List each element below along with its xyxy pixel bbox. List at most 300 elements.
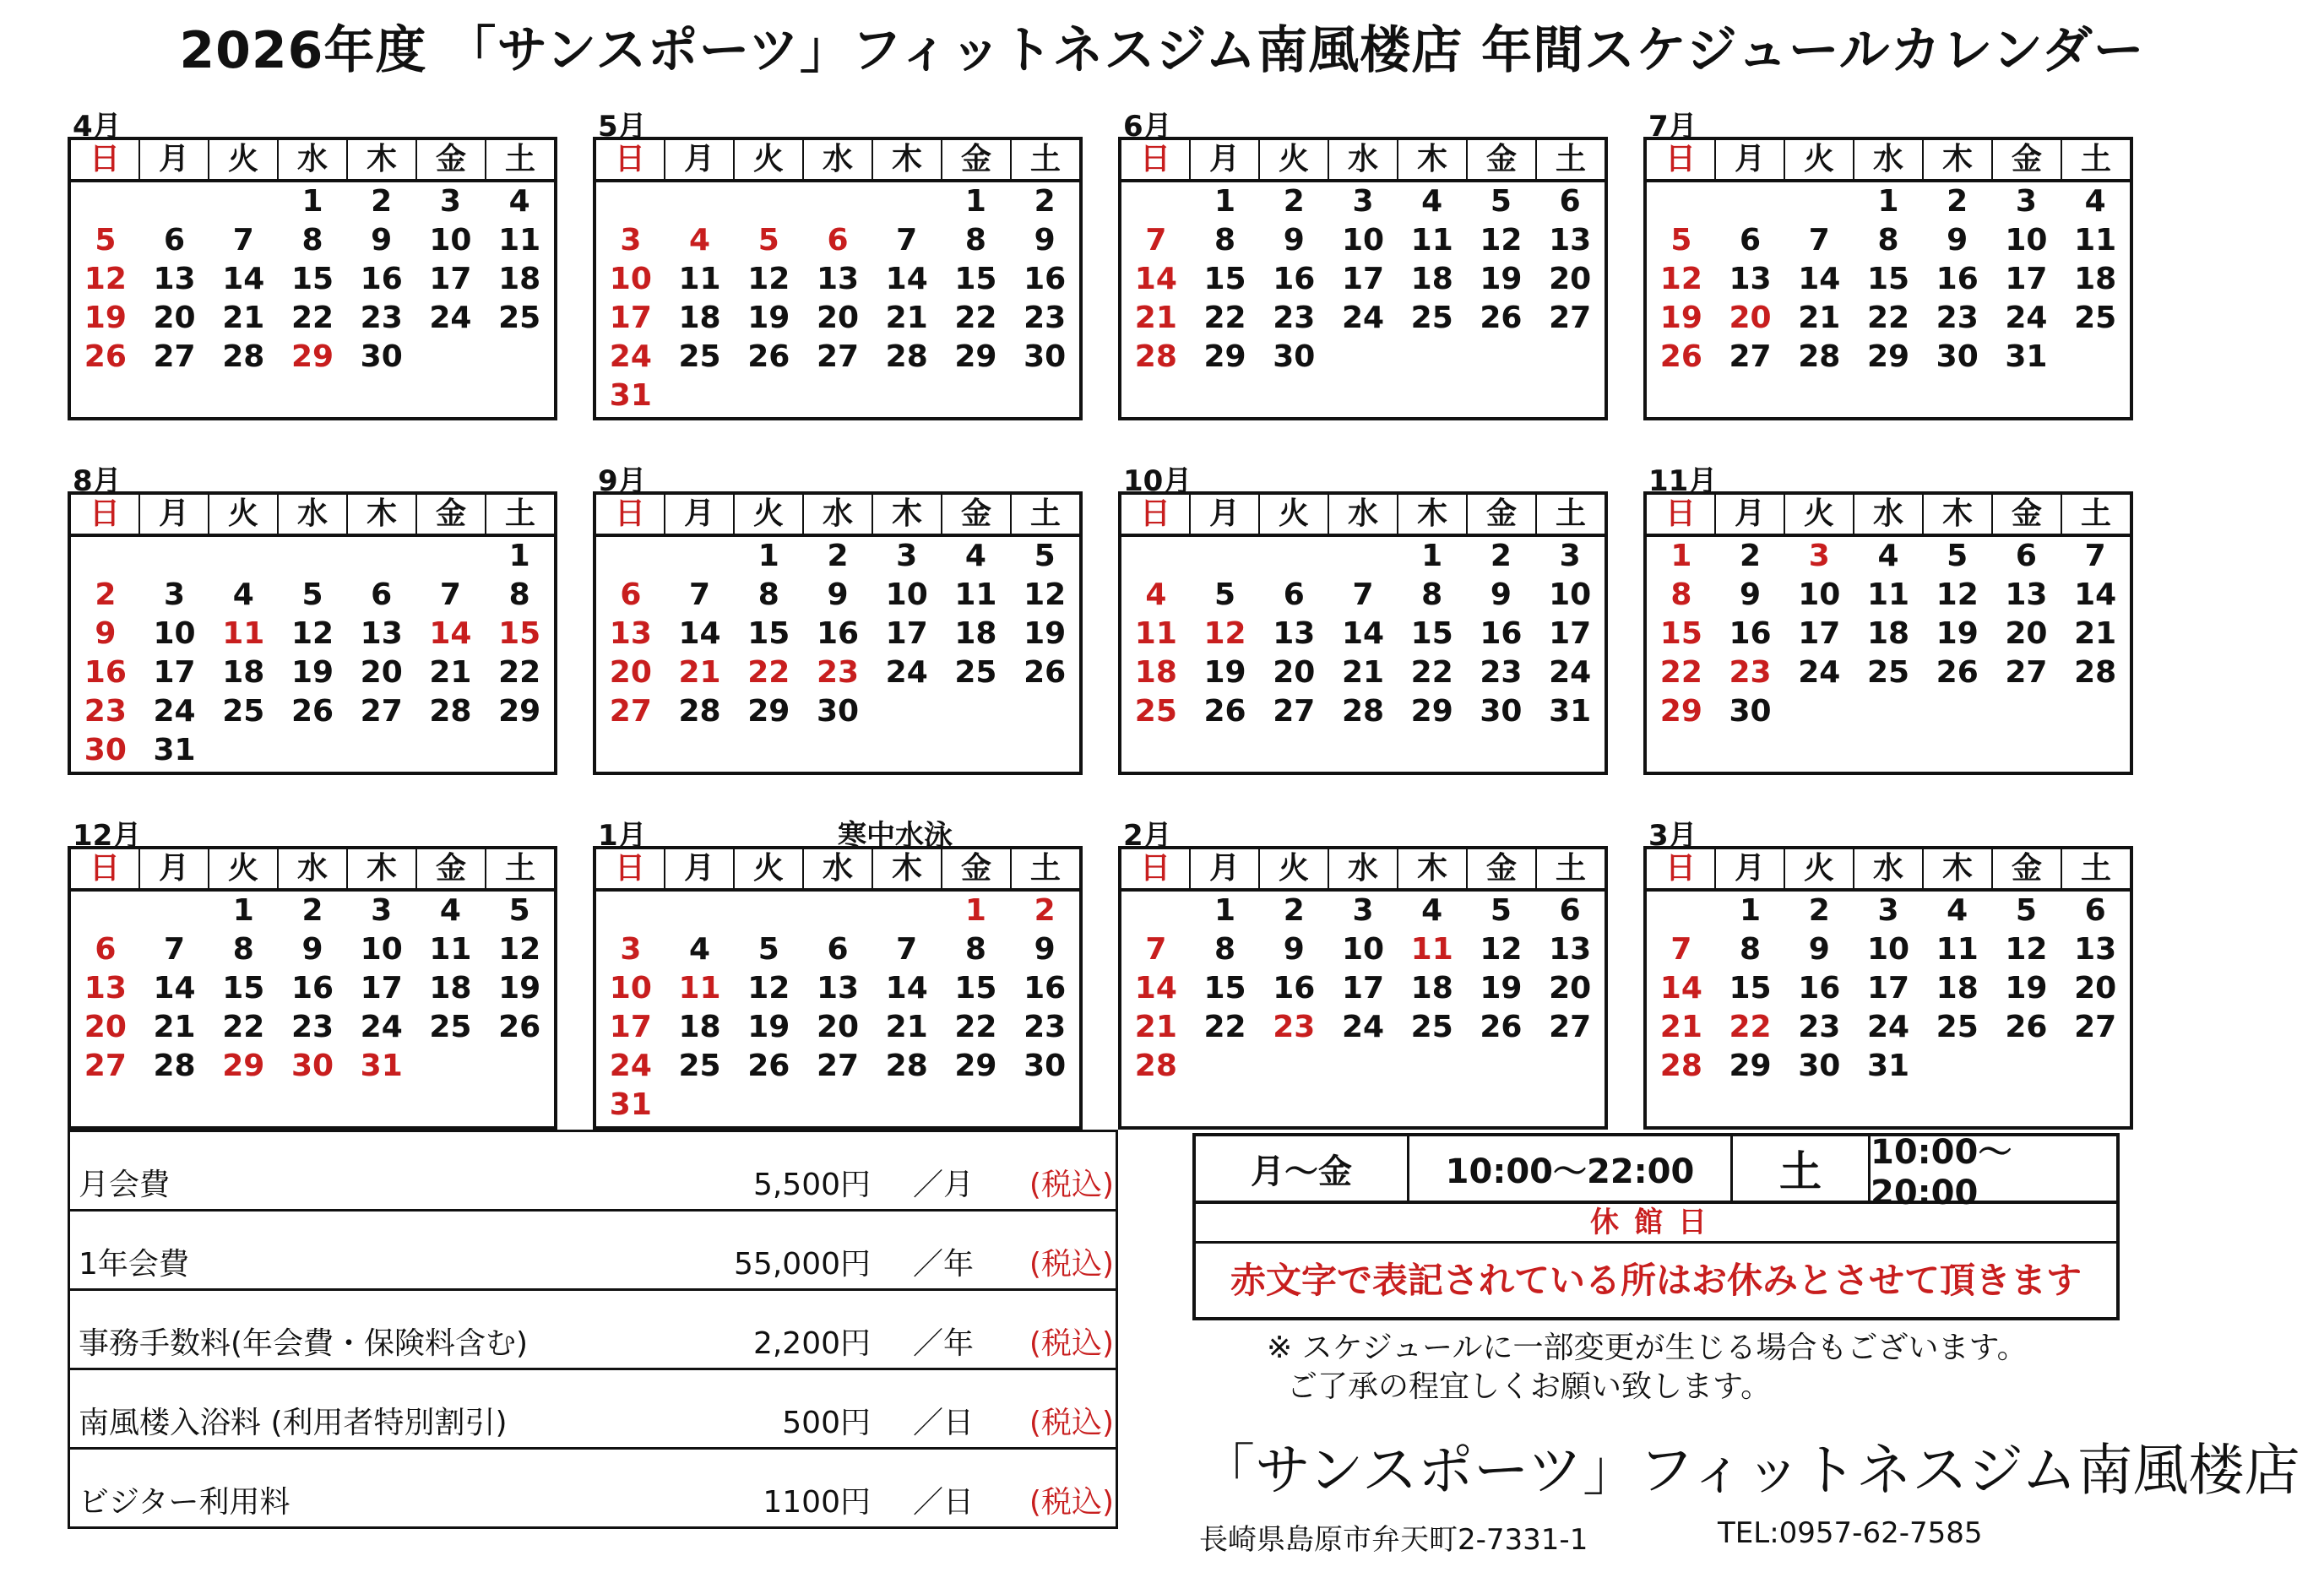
day-cell: 16	[1024, 971, 1067, 1006]
day-cell: 31	[1866, 1049, 1910, 1083]
day-cell: 17	[2005, 262, 2048, 296]
weekday-cell: 月	[1191, 140, 1260, 179]
day-cell: 15	[1203, 262, 1246, 296]
day-cell: 4	[964, 539, 986, 573]
day-cell: 9	[1283, 932, 1305, 967]
day-cell: 15	[747, 616, 790, 651]
day-cell: 27	[816, 339, 860, 374]
day-cell: 16	[1480, 616, 1523, 651]
day-cell: 11	[498, 223, 541, 257]
fee-tax: (税込)	[1029, 1247, 1114, 1282]
holiday-day-cell: 3	[620, 223, 642, 257]
day-cell: 23	[1273, 301, 1316, 335]
holiday-day-cell: 6	[827, 223, 849, 257]
day-cell: 13	[816, 971, 860, 1006]
day-cell: 17	[885, 616, 928, 651]
weekday-cell: 水	[1854, 495, 1924, 534]
month-calendar	[593, 464, 1083, 775]
shop-telephone: TEL:0957-62-7585	[1718, 1516, 1983, 1550]
day-cell: 25	[1936, 1010, 1979, 1044]
day-grid	[596, 892, 1079, 1125]
month-calendar	[593, 819, 1083, 1130]
fee-row	[70, 1291, 1116, 1370]
weekday-cell: 月	[665, 495, 735, 534]
day-cell: 27	[360, 694, 403, 729]
weekday-cell: 火	[209, 849, 279, 888]
day-cell: 18	[678, 1010, 721, 1044]
day-cell: 2	[1283, 893, 1305, 928]
day-cell: 4	[1421, 893, 1443, 928]
weekday-cell: 日	[71, 495, 140, 534]
holiday-day-cell: 24	[609, 1049, 652, 1083]
day-cell: 8	[1877, 223, 1899, 257]
month-calendar	[1118, 110, 1608, 420]
day-cell: 16	[1024, 262, 1067, 296]
empty-cell	[803, 182, 872, 221]
day-cell: 16	[1729, 616, 1772, 651]
day-cell: 5	[1490, 184, 1512, 219]
holiday-day-cell: 2	[1034, 893, 1056, 928]
day-cell: 5	[1947, 539, 1968, 573]
day-cell: 17	[1341, 971, 1385, 1006]
day-cell: 27	[1729, 339, 1772, 374]
day-cell: 4	[2084, 184, 2106, 219]
empty-cell	[209, 537, 278, 576]
day-cell: 24	[1341, 301, 1385, 335]
day-cell: 10	[1549, 577, 1592, 612]
day-cell: 11	[2074, 223, 2117, 257]
day-cell: 8	[508, 577, 530, 612]
day-cell: 17	[1341, 262, 1385, 296]
holiday-day-cell: 21	[1134, 1010, 1177, 1044]
weekday-cell: 土	[1029, 496, 1061, 531]
holiday-day-cell: 15	[498, 616, 541, 651]
day-cell: 8	[964, 223, 986, 257]
weekday-cell: 日	[1647, 849, 1716, 888]
day-cell: 20	[1549, 262, 1592, 296]
day-cell: 19	[747, 1010, 790, 1044]
empty-cell	[1784, 182, 1854, 221]
weekday-cell: 土	[1029, 142, 1061, 176]
day-cell: 30	[1729, 694, 1772, 729]
holiday-day-cell: 21	[1134, 301, 1177, 335]
weekday-cell: 水	[1329, 849, 1398, 888]
day-cell: 12	[1480, 932, 1523, 967]
day-cell: 28	[678, 694, 721, 729]
weekday-header	[1647, 140, 2130, 182]
weekday-header	[1647, 495, 2130, 537]
day-cell: 28	[222, 339, 265, 374]
day-cell: 16	[360, 262, 403, 296]
weekday-cell: 水	[279, 140, 348, 179]
day-cell: 8	[1421, 577, 1443, 612]
weekday-cell: 金	[417, 495, 486, 534]
day-cell: 16	[816, 616, 860, 651]
holiday-day-cell: 31	[609, 378, 652, 413]
day-cell: 4	[1877, 539, 1899, 573]
weekday-cell: 火	[735, 140, 804, 179]
day-cell: 19	[1024, 616, 1067, 651]
day-cell: 16	[1273, 971, 1316, 1006]
empty-cell	[1191, 537, 1260, 576]
day-cell: 21	[429, 655, 472, 690]
fee-tax: (税込)	[1029, 1406, 1114, 1440]
holiday-day-cell: 11	[222, 616, 265, 651]
weekday-cell: 水	[1329, 495, 1398, 534]
fee-unit: ／日	[913, 1485, 975, 1520]
holiday-day-cell: 18	[1134, 655, 1177, 690]
fee-table	[68, 1130, 1118, 1529]
holiday-day-cell: 15	[1659, 616, 1702, 651]
day-cell: 15	[222, 971, 265, 1006]
day-cell: 17	[1798, 616, 1841, 651]
empty-cell	[665, 182, 735, 221]
day-cell: 29	[954, 1049, 997, 1083]
day-cell: 29	[1866, 339, 1910, 374]
month-calendar	[68, 464, 557, 775]
holiday-day-cell: 28	[1134, 1049, 1177, 1083]
calendar-table	[1118, 491, 1608, 775]
day-cell: 8	[1214, 932, 1236, 967]
day-cell: 10	[429, 223, 472, 257]
day-cell: 20	[2005, 616, 2048, 651]
day-cell: 24	[1341, 1010, 1385, 1044]
weekday-cell: 金	[1993, 140, 2062, 179]
day-cell: 18	[2074, 262, 2117, 296]
weekday-cell: 金	[1993, 495, 2062, 534]
holiday-day-cell: 7	[1670, 932, 1692, 967]
weekday-cell: 木	[1924, 495, 1993, 534]
day-cell: 20	[2074, 971, 2117, 1006]
weekday-cell: 火	[1260, 140, 1329, 179]
empty-cell	[1121, 537, 1191, 576]
day-cell: 6	[2084, 893, 2106, 928]
day-cell: 18	[1410, 262, 1453, 296]
day-cell: 4	[232, 577, 254, 612]
day-cell: 26	[747, 339, 790, 374]
day-cell: 2	[827, 539, 849, 573]
day-cell: 9	[1947, 223, 1968, 257]
empty-cell	[71, 182, 140, 221]
holiday-day-cell: 28	[1659, 1049, 1702, 1083]
day-cell: 30	[1024, 339, 1067, 374]
day-cell: 12	[1936, 577, 1979, 612]
weekday-cell: 土	[2080, 142, 2111, 176]
day-cell: 4	[439, 893, 461, 928]
empty-cell	[596, 537, 665, 576]
day-cell: 15	[954, 971, 997, 1006]
holiday-day-cell: 23	[816, 655, 860, 690]
day-cell: 14	[885, 262, 928, 296]
weekday-cell: 月	[1716, 140, 1785, 179]
schedule-apology-remark: ご了承の程宜しくお願い致します。	[1287, 1369, 1772, 1404]
holiday-day-cell: 17	[609, 1010, 652, 1044]
day-cell: 23	[360, 301, 403, 335]
day-cell: 28	[153, 1049, 196, 1083]
day-cell: 10	[360, 932, 403, 967]
day-cell: 12	[290, 616, 334, 651]
day-cell: 16	[290, 971, 334, 1006]
empty-cell	[347, 537, 416, 576]
day-cell: 18	[678, 301, 721, 335]
empty-cell	[1716, 182, 1785, 221]
day-cell: 6	[1559, 184, 1581, 219]
day-cell: 12	[498, 932, 541, 967]
day-cell: 28	[1798, 339, 1841, 374]
weekday-cell: 日	[71, 849, 140, 888]
month-note: 寒中水泳	[838, 819, 953, 853]
holiday-day-cell: 1	[1670, 539, 1692, 573]
weekday-header	[596, 849, 1079, 892]
month-label: 4月	[73, 110, 122, 144]
day-cell: 3	[1352, 184, 1374, 219]
weekday-cell: 日	[596, 140, 665, 179]
day-cell: 26	[2005, 1010, 2048, 1044]
day-cell: 19	[498, 971, 541, 1006]
day-cell: 26	[1480, 301, 1523, 335]
day-cell: 24	[1798, 655, 1841, 690]
empty-cell	[734, 182, 803, 221]
holiday-day-cell: 3	[620, 932, 642, 967]
holiday-day-cell: 23	[1273, 1010, 1316, 1044]
weekday-cell: 火	[1260, 849, 1329, 888]
empty-cell	[665, 537, 735, 576]
weekday-cell: 木	[348, 495, 417, 534]
holiday-day-cell: 12	[1203, 616, 1246, 651]
day-cell: 21	[885, 301, 928, 335]
weekday-label: 月～金	[1196, 1136, 1409, 1201]
day-cell: 2	[301, 893, 323, 928]
day-cell: 19	[1480, 971, 1523, 1006]
day-cell: 15	[1866, 262, 1910, 296]
fee-name: 1年会費	[79, 1247, 189, 1282]
day-cell: 6	[371, 577, 393, 612]
month-label: 11月	[1648, 464, 1718, 498]
day-cell: 5	[1214, 577, 1236, 612]
day-cell: 25	[498, 301, 541, 335]
day-cell: 22	[954, 1010, 997, 1044]
month-label: 7月	[1648, 110, 1697, 144]
weekday-cell: 日	[1647, 495, 1716, 534]
weekday-header	[71, 495, 554, 537]
day-cell: 21	[153, 1010, 196, 1044]
day-cell: 8	[232, 932, 254, 967]
schedule-change-remark: ※ スケジュールに一部変更が生じる場合もございます。	[1267, 1331, 2028, 1365]
fee-price: 500円	[782, 1406, 871, 1440]
day-cell: 7	[1808, 223, 1830, 257]
day-cell: 9	[1034, 932, 1056, 967]
holiday-day-cell: 21	[678, 655, 721, 690]
day-cell: 17	[1866, 971, 1910, 1006]
day-grid	[1121, 182, 1605, 377]
day-cell: 4	[1947, 893, 1968, 928]
day-cell: 1	[301, 184, 323, 219]
day-cell: 14	[1798, 262, 1841, 296]
day-cell: 29	[1203, 339, 1246, 374]
day-cell: 9	[1490, 577, 1512, 612]
day-cell: 16	[1273, 262, 1316, 296]
fee-price: 2,200円	[752, 1326, 871, 1361]
holiday-day-cell: 31	[609, 1087, 652, 1122]
month-label: 3月	[1648, 819, 1697, 853]
day-cell: 22	[222, 1010, 265, 1044]
day-cell: 18	[1936, 971, 1979, 1006]
day-cell: 29	[498, 694, 541, 729]
holiday-day-cell: 11	[678, 971, 721, 1006]
day-cell: 25	[222, 694, 265, 729]
day-grid	[1647, 537, 2130, 731]
fee-tax: (税込)	[1029, 1168, 1114, 1202]
empty-cell	[872, 892, 942, 930]
empty-cell	[278, 537, 347, 576]
day-cell: 19	[747, 301, 790, 335]
fee-name: 事務手数料(年会費・保険料含む)	[79, 1326, 529, 1361]
weekday-cell: 月	[140, 495, 209, 534]
weekday-cell: 火	[1785, 495, 1854, 534]
holiday-day-cell: 30	[84, 733, 127, 767]
holiday-day-cell: 9	[95, 616, 117, 651]
weekday-cell: 月	[665, 849, 735, 888]
weekday-cell: 木	[1924, 140, 1993, 179]
holiday-day-cell: 29	[290, 339, 334, 374]
holiday-day-cell: 31	[360, 1049, 403, 1083]
weekday-cell: 土	[1029, 851, 1061, 886]
holiday-day-cell: 29	[222, 1049, 265, 1083]
holiday-day-cell: 27	[609, 694, 652, 729]
day-cell: 22	[1866, 301, 1910, 335]
day-cell: 21	[2074, 616, 2117, 651]
weekday-cell: 金	[1468, 849, 1537, 888]
weekday-cell: 水	[279, 495, 348, 534]
weekday-header	[1121, 140, 1605, 182]
day-cell: 26	[290, 694, 334, 729]
holiday-day-cell: 23	[1729, 655, 1772, 690]
day-cell: 26	[1480, 1010, 1523, 1044]
empty-cell	[1647, 892, 1716, 930]
holiday-day-cell: 13	[84, 971, 127, 1006]
fee-price: 1100円	[763, 1485, 871, 1520]
empty-cell	[209, 182, 278, 221]
weekday-cell: 木	[1398, 140, 1468, 179]
holiday-day-cell: 5	[757, 223, 779, 257]
day-cell: 1	[232, 893, 254, 928]
day-cell: 24	[153, 694, 196, 729]
day-cell: 25	[1410, 1010, 1453, 1044]
day-cell: 20	[1549, 971, 1592, 1006]
day-cell: 18	[1866, 616, 1910, 651]
holiday-day-cell: 19	[84, 301, 127, 335]
day-cell: 7	[896, 932, 918, 967]
closed-day-title: 休館日	[1196, 1204, 2116, 1244]
day-cell: 12	[747, 262, 790, 296]
day-cell: 22	[954, 301, 997, 335]
day-cell: 16	[1798, 971, 1841, 1006]
weekday-cell: 金	[942, 140, 1012, 179]
day-cell: 27	[816, 1049, 860, 1083]
day-cell: 12	[2005, 932, 2048, 967]
day-cell: 24	[429, 301, 472, 335]
empty-cell	[665, 892, 735, 930]
day-cell: 26	[747, 1049, 790, 1083]
weekday-cell: 月	[140, 849, 209, 888]
day-cell: 31	[2005, 339, 2048, 374]
day-cell: 6	[1740, 223, 1762, 257]
holiday-day-cell: 20	[1729, 301, 1772, 335]
empty-cell	[1328, 537, 1398, 576]
fee-row	[70, 1450, 1116, 1526]
day-cell: 28	[2074, 655, 2117, 690]
day-cell: 13	[153, 262, 196, 296]
holiday-day-cell: 6	[95, 932, 117, 967]
day-cell: 31	[153, 733, 196, 767]
day-cell: 15	[954, 262, 997, 296]
holiday-day-cell: 14	[1134, 262, 1177, 296]
holiday-day-cell: 11	[1134, 616, 1177, 651]
fee-unit: ／年	[913, 1326, 975, 1361]
day-cell: 22	[1410, 655, 1453, 690]
day-cell: 3	[1352, 893, 1374, 928]
holiday-day-cell: 16	[84, 655, 127, 690]
holiday-day-cell: 14	[429, 616, 472, 651]
weekday-cell: 月	[140, 140, 209, 179]
day-grid	[596, 182, 1079, 415]
fee-price: 5,500円	[752, 1168, 871, 1202]
day-cell: 10	[1798, 577, 1841, 612]
day-cell: 31	[1549, 694, 1592, 729]
weekday-cell: 金	[1468, 140, 1537, 179]
shop-address: 長崎県島原市弁天町2-7331-1	[1199, 1523, 1588, 1557]
day-cell: 26	[498, 1010, 541, 1044]
day-cell: 30	[1480, 694, 1523, 729]
day-cell: 16	[1936, 262, 1979, 296]
weekday-header	[1121, 849, 1605, 892]
day-cell: 20	[1273, 655, 1316, 690]
day-cell: 25	[1410, 301, 1453, 335]
day-cell: 24	[1866, 1010, 1910, 1044]
day-cell: 3	[2015, 184, 2037, 219]
holiday-day-cell: 3	[1808, 539, 1830, 573]
weekday-cell: 木	[1398, 495, 1468, 534]
day-cell: 23	[1024, 301, 1067, 335]
holiday-day-cell: 21	[1659, 1010, 1702, 1044]
day-cell: 25	[954, 655, 997, 690]
day-cell: 21	[1341, 655, 1385, 690]
weekday-cell: 火	[209, 495, 279, 534]
weekday-cell: 金	[1468, 495, 1537, 534]
calendar-table	[68, 846, 557, 1130]
calendar-table	[68, 491, 557, 775]
day-cell: 6	[827, 932, 849, 967]
holiday-day-cell: 22	[747, 655, 790, 690]
day-cell: 20	[153, 301, 196, 335]
day-cell: 19	[1203, 655, 1246, 690]
weekday-cell: 土	[504, 851, 535, 886]
day-cell: 25	[1866, 655, 1910, 690]
day-cell: 26	[1203, 694, 1246, 729]
holiday-day-cell: 7	[1145, 223, 1167, 257]
calendar-table	[1643, 491, 2133, 775]
month-calendar	[68, 110, 557, 420]
weekday-cell: 日	[596, 495, 665, 534]
day-cell: 4	[508, 184, 530, 219]
day-cell: 3	[896, 539, 918, 573]
empty-cell	[416, 537, 486, 576]
day-cell: 27	[1549, 301, 1592, 335]
weekday-cell: 土	[1555, 142, 1586, 176]
day-cell: 25	[678, 1049, 721, 1083]
holiday-day-cell: 26	[84, 339, 127, 374]
day-cell: 18	[429, 971, 472, 1006]
